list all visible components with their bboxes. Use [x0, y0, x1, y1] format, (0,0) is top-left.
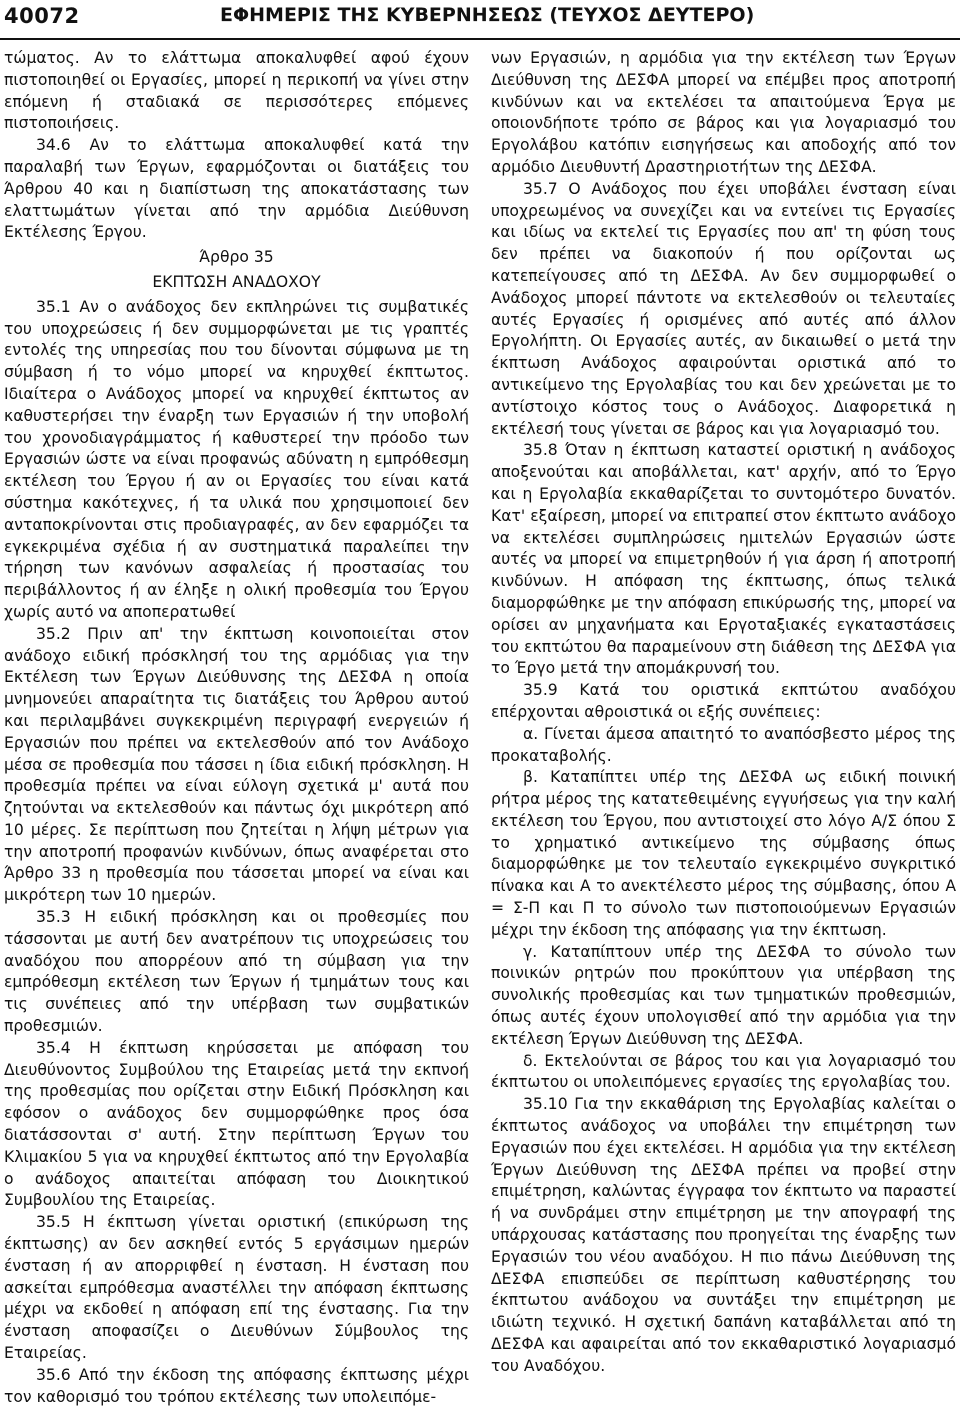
article-title: ΕΚΠΤΩΣΗ ΑΝΑΔΟΧΟΥ	[152, 272, 321, 291]
paragraph-35-4: 35.4 Η έκπτωση κηρύσσεται με απόφαση του Διευθύνοντος Συμβούλου της Εταιρείας μετά την εκπνοή της προθεσμίας που ορίζεται στην Ειδική Πρόσκληση και εφόσον ο ανάδοχος δεν συμμορφώθηκε προς όσα διατάσσονται σ' αυτή. Στην περίπτωση Έργων του Κλιμακίου 5 για να κηρυχθεί έκπτωτος από την Εργολαβία ο ανάδοχος απαιτείται απόφαση του Διοικητικού Συμβουλίου της Εταιρείας.	[4, 1038, 469, 1210]
paragraph-35-6: 35.6 Από την έκδοση της απόφασης έκπτωσης μέχρι τον καθορισμό του τρόπου εκτέλεσης των υπολειπόμε-	[4, 1365, 469, 1406]
paragraph-35-10: 35.10 Για την εκκαθάριση της Εργολαβίας καλείται ο έκπτωτος ανάδοχος να υποβάλει την επιμέτρηση των Εργασιών που έχει εκτελέσει. Η αρμόδια για την εκτέλεση Έργων Διεύθυνση της ΔΕΣΦΑ πρέπει να προβεί στην επιμέτρηση, καλώντας έγγραφα τον έκπτωτο να παραστεί ή να συνδράμει στην επιμέτρηση με την απογραφή της υπάρχουσας κατάστασης που προηγείται της έναρξης των Εργασιών του νέου αναδόχου. Η πιο πάνω Διεύθυνση της ΔΕΣΦΑ επισπεύδει σε περίπτωση καθυστέρησης του έκπτωτου ανάδοχου να συντάξει την επιμέτρηση με ιδιώτη τεχνικό. Η σχετική δαπάνη καταβάλλεται από τη ΔΕΣΦΑ και αφαιρείται από τον εκκαθαριστικό λογαριασμό του Αναδόχου.	[491, 1095, 956, 1375]
header-rule	[0, 38, 960, 40]
paragraph-35-7: 35.7 Ο Ανάδοχος που έχει υποβάλει ένσταση είναι υποχρεωμένος να συνεχίζει και να εντείνει τις Εργασίες και ιδίως να εκτελεί τις Εργασίες που απ' τη φύση τους δεν πρέπει να διακοπούν ή που ορίζονται ως κατεπείγουσες από τη ΔΕΣΦΑ. Αν δεν συμμορφωθεί ο Ανάδοχος μπορεί πάντοτε να εκτελεσθούν οι τελευταίες αυτές Εργασίες ή ορισμένες από αυτές από άλλον Εργολήπτη. Οι Εργασίες αυτές, αν δικαιωθεί ο μετά την έκπτωση Ανάδοχος αφαιρούνται οριστικά από το αντικείμενο της Εργολαβίας του και δεν χρεώνεται με το αντίστοιχο κόστος τους ο Ανάδοχος. Διαφορετικά η εκτέλεσή τους γίνεται σε βάρος και για λογαριασμό του.	[491, 179, 956, 438]
paragraph-35-9: 35.9 Κατά του οριστικά εκπτώτου αναδόχου επέρχονται αθροιστικά οι εξής συνέπειες:	[491, 681, 956, 721]
left-column	[4, 48, 469, 1420]
page-number: 40072	[4, 4, 80, 28]
list-item-b: β. Καταπίπτει υπέρ της ΔΕΣΦΑ ως ειδική ποινική ρήτρα μέρος της κατατεθειμένης εγγυήσεως για την καλή εκτέλεση του Έργου, που αντιστοιχεί στο λόγο Α/Σ όπου Σ το χρηματικό αντικείμενο της σύμβασης όπως διαμορφώθηκε με τον τελευταίο εγκεκριμένο συγκριτικό πίνακα και Α το ανεκτέλεστο μέρος της σύμβασης, όπου Α = Σ-Π και Π το σύνολο των πιστοποιούμενων Εργασιών μέχρι την έκδοση της απόφασης για την έκπτωση.	[491, 768, 956, 939]
paragraph-continuation: τώματος. Αν το ελάττωμα αποκαλυφθεί αφού έχουν πιστοποιηθεί οι Εργασίες, μπορεί η περικοπή να γίνει στην επόμενη ή σταδιακά σε περισσότερες επόμενες πιστοποιήσεις.	[4, 49, 469, 133]
page-header	[0, 0, 960, 44]
list-item-d: δ. Εκτελούνται σε βάρος του και για λογαριασμό του έκπτωτου οι υπολειπόμενες εργασίες της εργολαβίας του.	[491, 1051, 956, 1092]
paragraph-35-2: 35.2 Πριν απ' την έκπτωση κοινοποιείται στον ανάδοχο ειδική πρόσκλησή του της αρμόδιας για την Εκτέλεση των Έργων Διεύθυνσης της ΔΕΣΦΑ η οποία μνημονεύει απαραίτητα τις διατάξεις του Άρθρου αυτού και περιλαμβάνει συγκεκριμένη περιγραφή ενεργειών ή Εργασιών που πρέπει να εκτελεσθούν από τον Ανάδοχο μέσα σε προθεσμία που τάσσει η ίδια ειδική πρόσκληση. Η προθεσμία πρέπει να είναι εύλογη σχετικά μ' αυτά που ζητούνται να εκτελεσθούν και πάντως όχι μικρότερη από 10 μέρες. Σε περίπτωση που ζητείται η λήψη μέτρων για την αποτροπή προφανών κινδύνων, όπως αναφέρεται στο Άρθρο 33 η προθεσμία που τάσσεται μπορεί να είναι και μικρότερη των 10 ημερών.	[4, 624, 469, 905]
paragraph-continuation: νων Εργασιών, η αρμόδια για την εκτέλεση των Έργων Διεύθυνση της ΔΕΣΦΑ μπορεί να επέμβει προς αποτροπή κινδύνων και να εκτελέσει τα απαιτούμενα Έργα με οποιονδήποτε τρόπο σε βάρος και για λογαριασμό του Εργολάβου κατόπιν εισηγήσεως και αποδοχής από τον αρμόδιο Διευθυντή Δραστηριοτήτων της ΔΕΣΦΑ.	[491, 49, 956, 176]
paragraph-35-1: 35.1 Αν ο ανάδοχος δεν εκπληρώνει τις συμβατικές του υποχρεώσεις ή δεν συμμορφώνεται με τις γραπτές εντολές της υπηρεσίας που του δίνονται σύμφωνα με τη σύμβαση ή το νόμο μπορεί να κηρυχθεί έκπτωτος. Ιδιαίτερα ο Ανάδοχος μπορεί να κηρυχθεί έκπτωτος αν καθυστερήσει την έναρξη των Εργασιών ή την υποβολή του χρονοδιαγράμματος ή καθυστερεί την πρόοδο των Εργασιών ώστε να είναι προφανώς αδύνατη η εμπρόθεσμη εκτέλεση του Έργου ή αν οι Εργασίες του είναι κατά σύστημα κακότεχνες, ή τα υλικά που χρησιμοποιεί δεν ανταποκρίνονται στις προδιαγραφές, αν δεν εφαρμόζει τα εγκεκριμένα σχέδια ή αν συστηματικά παραλείπει την τήρηση των κανόνων ασφαλείας ή προστασίας του περιβάλλοντος ή αν έληξε η ολική προθεσμία του Έργου χωρίς αυτό να αποπερατωθεί	[4, 297, 469, 621]
article-number: Άρθρο 35	[199, 248, 274, 267]
paragraph-35-5: 35.5 Η έκπτωση γίνεται οριστική (επικύρωση της έκπτωσης) αν δεν ασκηθεί εντός 5 εργάσιμων ημερών ένσταση ή αν απορριφθεί η ένσταση. Η ένσταση που ασκείται εμπρόθεσμα αναστέλλει την απόφαση έκπτωσης μέχρι να εκδοθεί η απόφαση επί της ένστασης. Για την ένσταση αποφασίζει ο Διευθύνων Σύμβουλος της Εταιρείας.	[4, 1213, 469, 1363]
paragraph-34-6: 34.6 Αν το ελάττωμα αποκαλυφθεί κατά την παραλαβή των Έργων, εφαρμόζονται οι διατάξεις του Άρθρου 40 και η διαπίστωση της αποκατάστασης των ελαττωμάτων γίνεται από την αρμόδια Διεύθυνση Εκτέλεσης Έργου.	[4, 136, 469, 242]
running-title: ΕΦΗΜΕΡΙΣ ΤΗΣ ΚΥΒΕΡΝΗΣΕΩΣ (ΤΕΥΧΟΣ ΔΕΥΤΕΡΟ)	[220, 4, 755, 26]
paragraph-35-3: 35.3 Η ειδική πρόσκληση και οι προθεσμίες που τάσσονται με αυτή δεν ανατρέπουν τις υποχρεώσεις του αναδόχου που απορρέουν από τη σύμβαση για την εμπρόθεσμη εκτέλεση των Έργων ή τμημάτων τους και τις συνέπειες από την υπέρβαση των συμβατικών προθεσμιών.	[4, 908, 469, 1036]
list-item-a: α. Γίνεται άμεσα απαιτητό το αναπόσβεστο μέρος της προκαταβολής.	[491, 724, 956, 765]
list-item-c: γ. Καταπίπτουν υπέρ της ΔΕΣΦΑ το σύνολο των ποινικών ρητρών που προκύπτουν για υπέρβαση της συνολικής προθεσμίας και των τμηματικών προθεσμιών, όπως αυτές έχουν υπολογισθεί από την αρμόδια για την εκτέλεση Έργων Διεύθυνση της ΔΕΣΦΑ.	[491, 942, 956, 1048]
right-column	[491, 48, 956, 1420]
paragraph-35-8: 35.8 Όταν η έκπτωση καταστεί οριστική η ανάδοχος αποξενούται και αποβάλλεται, κατ' αρχήν, από το Έργο και η Εργολαβία εκκαθαρίζεται το συντομότερο δυνατόν. Κατ' εξαίρεση, μπορεί να επιτραπεί στον έκπτωτο ανάδοχο να εκτελέσει συμπληρώσεις ημιτελών Εργασιών ώστε αυτές να μπορεί να επιμετρηθούν ή για άρση ή αποτροπή κινδύνων. Η απόφαση της έκπτωσης, όπως τελικά διαμορφώθηκε με την απόφαση επικύρωσής της, μπορεί να ορίσει αν μηχανήματα και Εργοταξιακές εγκαταστάσεις του εκπτώτου θα παραμείνουν στη διάθεση της ΔΕΣΦΑ για το Έργο μετά την απομάκρυνσή του.	[491, 441, 956, 678]
